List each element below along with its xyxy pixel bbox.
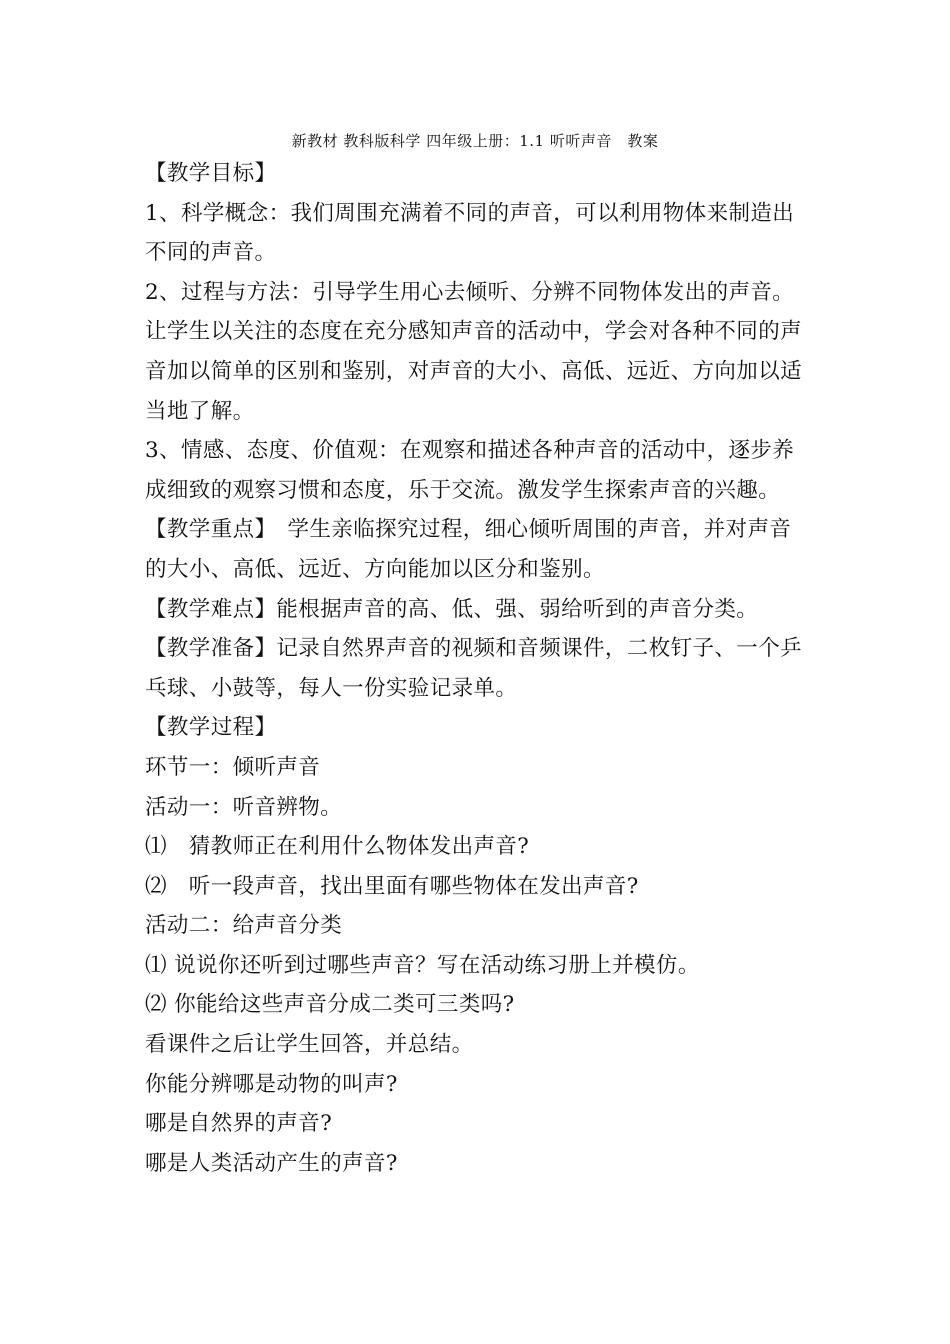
section-heading-process: 【教学过程】 <box>145 715 277 741</box>
paragraph-line: 当地了解。 <box>145 398 255 424</box>
subsection-heading: 环节一：倾听声音 <box>145 754 321 780</box>
list-item: ⑴ 说说你还听到过哪些声音？写在活动练习册上并模仿。 <box>145 952 700 978</box>
paragraph-line: 看课件之后让学生回答，并总结。 <box>145 1032 474 1058</box>
paragraph-line: 2、过程与方法：引导学生用心去倾听、分辨不同物体发出的声音。 <box>145 279 795 305</box>
paragraph-line: 乓球、小鼓等，每人一份实验记录单。 <box>145 675 518 701</box>
list-item: ⑵ 听一段声音，找出里面有哪些物体在发出声音? <box>145 873 639 899</box>
document-body <box>145 154 810 1183</box>
paragraph-line: 让学生以关注的态度在充分感知声音的活动中，学会对各种不同的声 <box>145 319 803 345</box>
section-heading-key-points: 【教学重点】 学生亲临探究过程，细心倾听周围的声音，并对声音 <box>145 517 792 543</box>
section-heading-difficulties: 【教学难点】能根据声音的高、低、强、弱给听到的声音分类。 <box>145 596 759 622</box>
activity-heading: 活动二：给声音分类 <box>145 913 343 939</box>
paragraph-line: 成细致的观察习惯和态度，乐于交流。激发学生探索声音的兴趣。 <box>145 477 781 503</box>
activity-heading: 活动一：听音辨物。 <box>145 794 343 820</box>
list-item: ⑴ 猜教师正在利用什么物体发出声音? <box>145 834 530 860</box>
section-heading-teaching-goals: 【教学目标】 <box>145 161 277 186</box>
paragraph-line: 1、科学概念：我们周围充满着不同的声音，可以利用物体来制造出 <box>145 200 795 226</box>
paragraph-line: 3、情感、态度、价值观：在观察和描述各种声音的活动中，逐步养 <box>145 438 795 464</box>
paragraph-line: 音加以简单的区别和鉴别，对声音的大小、高低、远近、方向加以适 <box>145 358 803 384</box>
question-line: 哪是自然界的声音? <box>145 1111 333 1137</box>
question-line: 你能分辨哪是动物的叫声? <box>145 1071 398 1097</box>
section-heading-preparation: 【教学准备】记录自然界声音的视频和音频课件，二枚钉子、一个乒 <box>145 636 803 662</box>
paragraph-line: 的大小、高低、远近、方向能加以区分和鉴别。 <box>145 556 605 582</box>
question-line: 哪是人类活动产生的声音? <box>145 1150 398 1176</box>
list-item: ⑵ 你能给这些声音分成二类可三类吗? <box>145 992 515 1018</box>
paragraph-line: 不同的声音。 <box>145 240 277 266</box>
document-header: 新教材 教科版科学 四年级上册：1.1 听听声音 教案 <box>291 132 659 150</box>
